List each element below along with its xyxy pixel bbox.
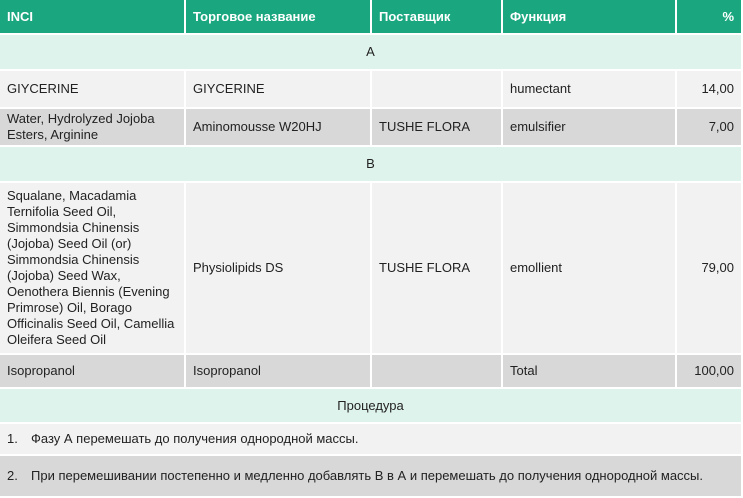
cell-function: humectant: [503, 71, 677, 109]
cell-inci: Isopropanol: [0, 355, 186, 389]
cell-function: emulsifier: [503, 109, 677, 147]
step-text: Фазу А перемешать до получения однородной массы.: [31, 431, 359, 446]
step-text: При перемешивании постепенно и медленно добавлять В в А и перемешать до получения однородной массы.: [31, 468, 704, 483]
cell-function: emollient: [503, 183, 677, 355]
step-number: 1.: [7, 431, 18, 446]
cell-supplier: TUSHE FLORA: [372, 183, 503, 355]
phase-b-row: [0, 147, 743, 183]
header-supplier: Поставщик: [372, 0, 503, 35]
cell-trade-name: GIYCERINE: [186, 71, 372, 109]
cell-percent: 7,00: [677, 109, 743, 147]
cell-trade-name: Physiolipids DS: [186, 183, 372, 355]
cell-inci: Water, Hydrolyzed Jojoba Esters, Arginine: [0, 109, 186, 147]
cell-percent: 100,00: [677, 355, 743, 389]
header-row: [0, 0, 743, 35]
table-row: [0, 109, 743, 147]
procedure-step-cell: [0, 424, 743, 456]
step-number: 2.: [7, 468, 18, 483]
cell-percent: 14,00: [677, 71, 743, 109]
procedure-title: Процедура: [0, 389, 743, 424]
table-row: [0, 183, 743, 355]
table-row: [0, 355, 743, 389]
cell-inci: Squalane, Macadamia Ternifolia Seed Oil, Simmondsia Chinensis (Jojoba) Seed Oil (or) Simmondsia Chinensis (Jojoba) Seed Wax, Oenothera Biennis (Evening Primrose) Oil, Borago Officinalis Seed Oil, Camellia Oleifera Seed Oil: [0, 183, 186, 355]
phase-a-label: A: [0, 35, 743, 71]
procedure-header-row: [0, 389, 743, 424]
procedure-step-row: [0, 456, 743, 498]
cell-trade-name: Isopropanol: [186, 355, 372, 389]
cell-supplier: [372, 355, 503, 389]
procedure-step: [7, 431, 734, 447]
header-trade-name: Торговое название: [186, 0, 372, 35]
cell-supplier: [372, 71, 503, 109]
cell-inci: GIYCERINE: [0, 71, 186, 109]
procedure-step-row: [0, 424, 743, 456]
table-row: [0, 71, 743, 109]
phase-a-row: [0, 35, 743, 71]
cell-function: Total: [503, 355, 677, 389]
header-percent: %: [677, 0, 743, 35]
cell-trade-name: Aminomousse W20HJ: [186, 109, 372, 147]
header-function: Функция: [503, 0, 677, 35]
cell-supplier: TUSHE FLORA: [372, 109, 503, 147]
header-inci: INCI: [0, 0, 186, 35]
cell-percent: 79,00: [677, 183, 743, 355]
procedure-step: [7, 468, 734, 484]
procedure-step-cell: [0, 456, 743, 498]
phase-b-label: B: [0, 147, 743, 183]
